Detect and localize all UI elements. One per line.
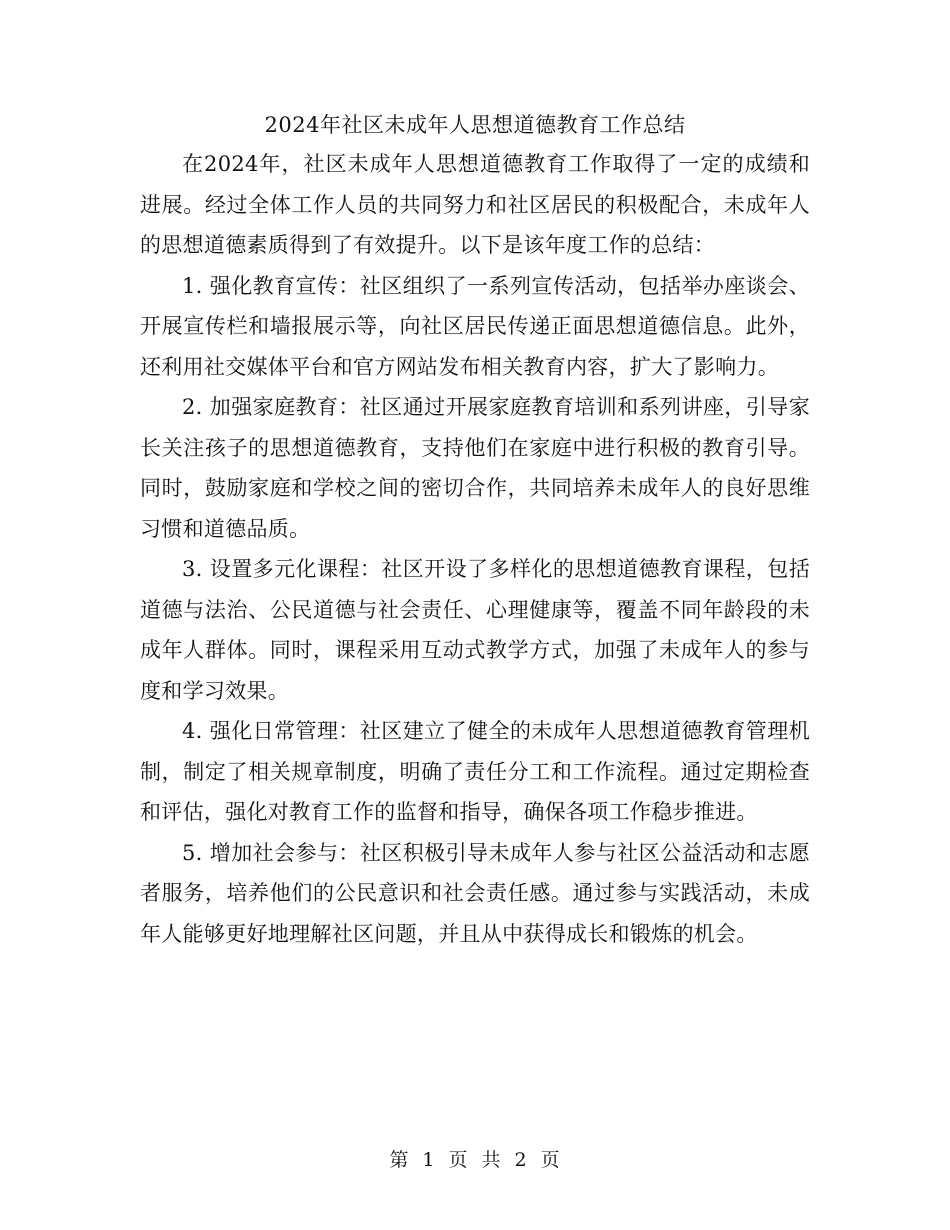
paragraph-item-4: 4. 强化日常管理：社区建立了健全的未成年人思想道德教育管理机制，制定了相关规章制度，明确了责任分工和工作流程。通过定期检查和评估，强化对教育工作的监督和指导，确保各项工作稳步推进。 [140, 719, 810, 824]
paragraph-item-2: 2. 加强家庭教育：社区通过开展家庭教育培训和系列讲座，引导家长关注孩子的思想道德教育，支持他们在家庭中进行积极的教育引导。同时，鼓励家庭和学校之间的密切合作，共同培养未成年人的良好思维习惯和道德品质。 [140, 395, 810, 541]
document-title: 2024年社区未成年人思想道德教育工作总结 [264, 113, 686, 137]
paragraph-item-5: 5. 增加社会参与：社区积极引导未成年人参与社区公益活动和志愿者服务，培养他们的公民意识和社会责任感。通过参与实践活动，未成年人能够更好地理解社区问题，并且从中获得成长和锻炼的机会。 [140, 840, 810, 946]
paragraph-intro: 在2024年，社区未成年人思想道德教育工作取得了一定的成绩和进展。经过全体工作人员的共同努力和社区居民的积极配合，未成年人的思想道德素质得到了有效提升。以下是该年度工作的总结： [140, 152, 810, 257]
page-number-footer: 第 1 页 共 2 页 [389, 1149, 561, 1171]
paragraph-item-3: 3. 设置多元化课程：社区开设了多样化的思想道德教育课程，包括道德与法治、公民道德与社会责任、心理健康等，覆盖不同年龄段的未成年人群体。同时，课程采用互动式教学方式，加强了未成年人的参与度和学习效果。 [140, 557, 810, 703]
document-body [140, 144, 810, 954]
paragraph-item-1: 1. 强化教育宣传：社区组织了一系列宣传活动，包括举办座谈会、开展宣传栏和墙报展示等，向社区居民传递正面思想道德信息。此外，还利用社交媒体平台和官方网站发布相关教育内容，扩大了影响力。 [140, 273, 810, 379]
